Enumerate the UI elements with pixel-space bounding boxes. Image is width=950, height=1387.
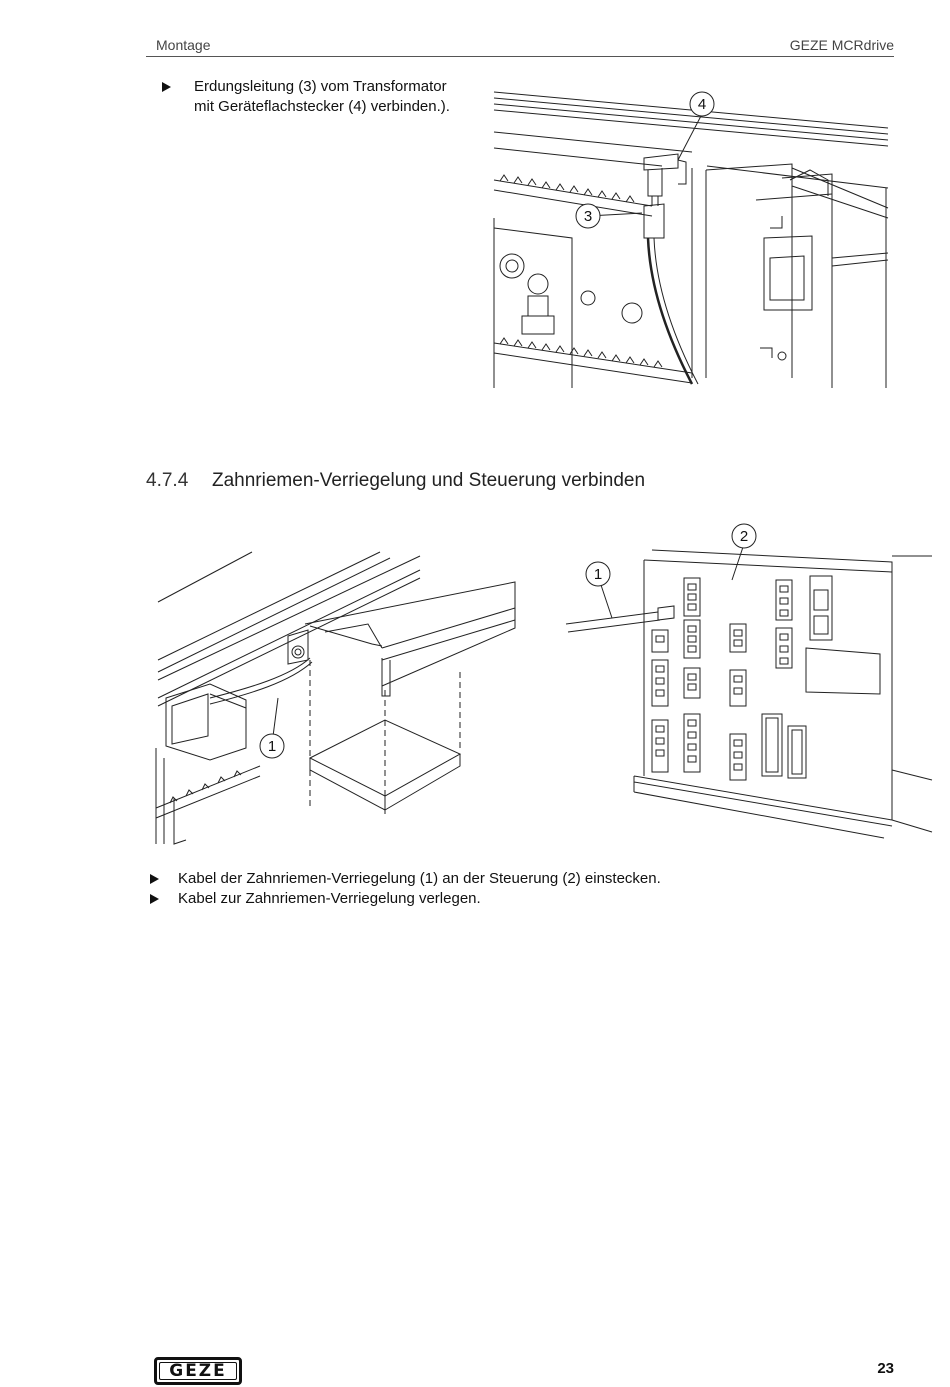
callout-1-left: 1 — [267, 738, 277, 755]
header-divider — [146, 56, 894, 57]
figure-belt-lock — [150, 548, 520, 848]
callout-3: 3 — [583, 208, 593, 225]
figure-control-board — [562, 520, 934, 850]
callout-2: 2 — [739, 528, 749, 545]
geze-logo — [154, 1357, 242, 1385]
callout-1-right: 1 — [593, 566, 603, 583]
step-text: Kabel der Zahnriemen-Verriegelung (1) an der Steuerung (2) einstecken. — [178, 870, 661, 887]
instruction-step — [162, 77, 482, 117]
section-heading — [146, 470, 645, 492]
bullet-triangle-icon — [150, 894, 159, 904]
bullet-triangle-icon — [162, 82, 171, 92]
bullet-triangle-icon — [150, 874, 159, 884]
section-number: 4.7.4 — [146, 470, 189, 491]
logo-text: GEZE — [169, 1361, 227, 1381]
step-text: Kabel zur Zahnriemen-Verriegelung verlegen. — [178, 890, 481, 907]
step-line-1: Erdungsleitung (3) vom Transformator — [194, 78, 447, 95]
instruction-step — [150, 869, 850, 889]
section-title: Zahnriemen-Verriegelung und Steuerung verbinden — [212, 470, 646, 491]
header-section: Montage — [156, 37, 211, 53]
step-line-2: mit Geräteflachstecker (4) verbinden.). — [194, 98, 450, 115]
instruction-step — [150, 889, 850, 909]
callout-4: 4 — [697, 96, 707, 113]
figure-grounding-connection — [492, 88, 890, 390]
header-product: GEZE MCRdrive — [789, 37, 894, 53]
page-number: 23 — [877, 1360, 894, 1377]
